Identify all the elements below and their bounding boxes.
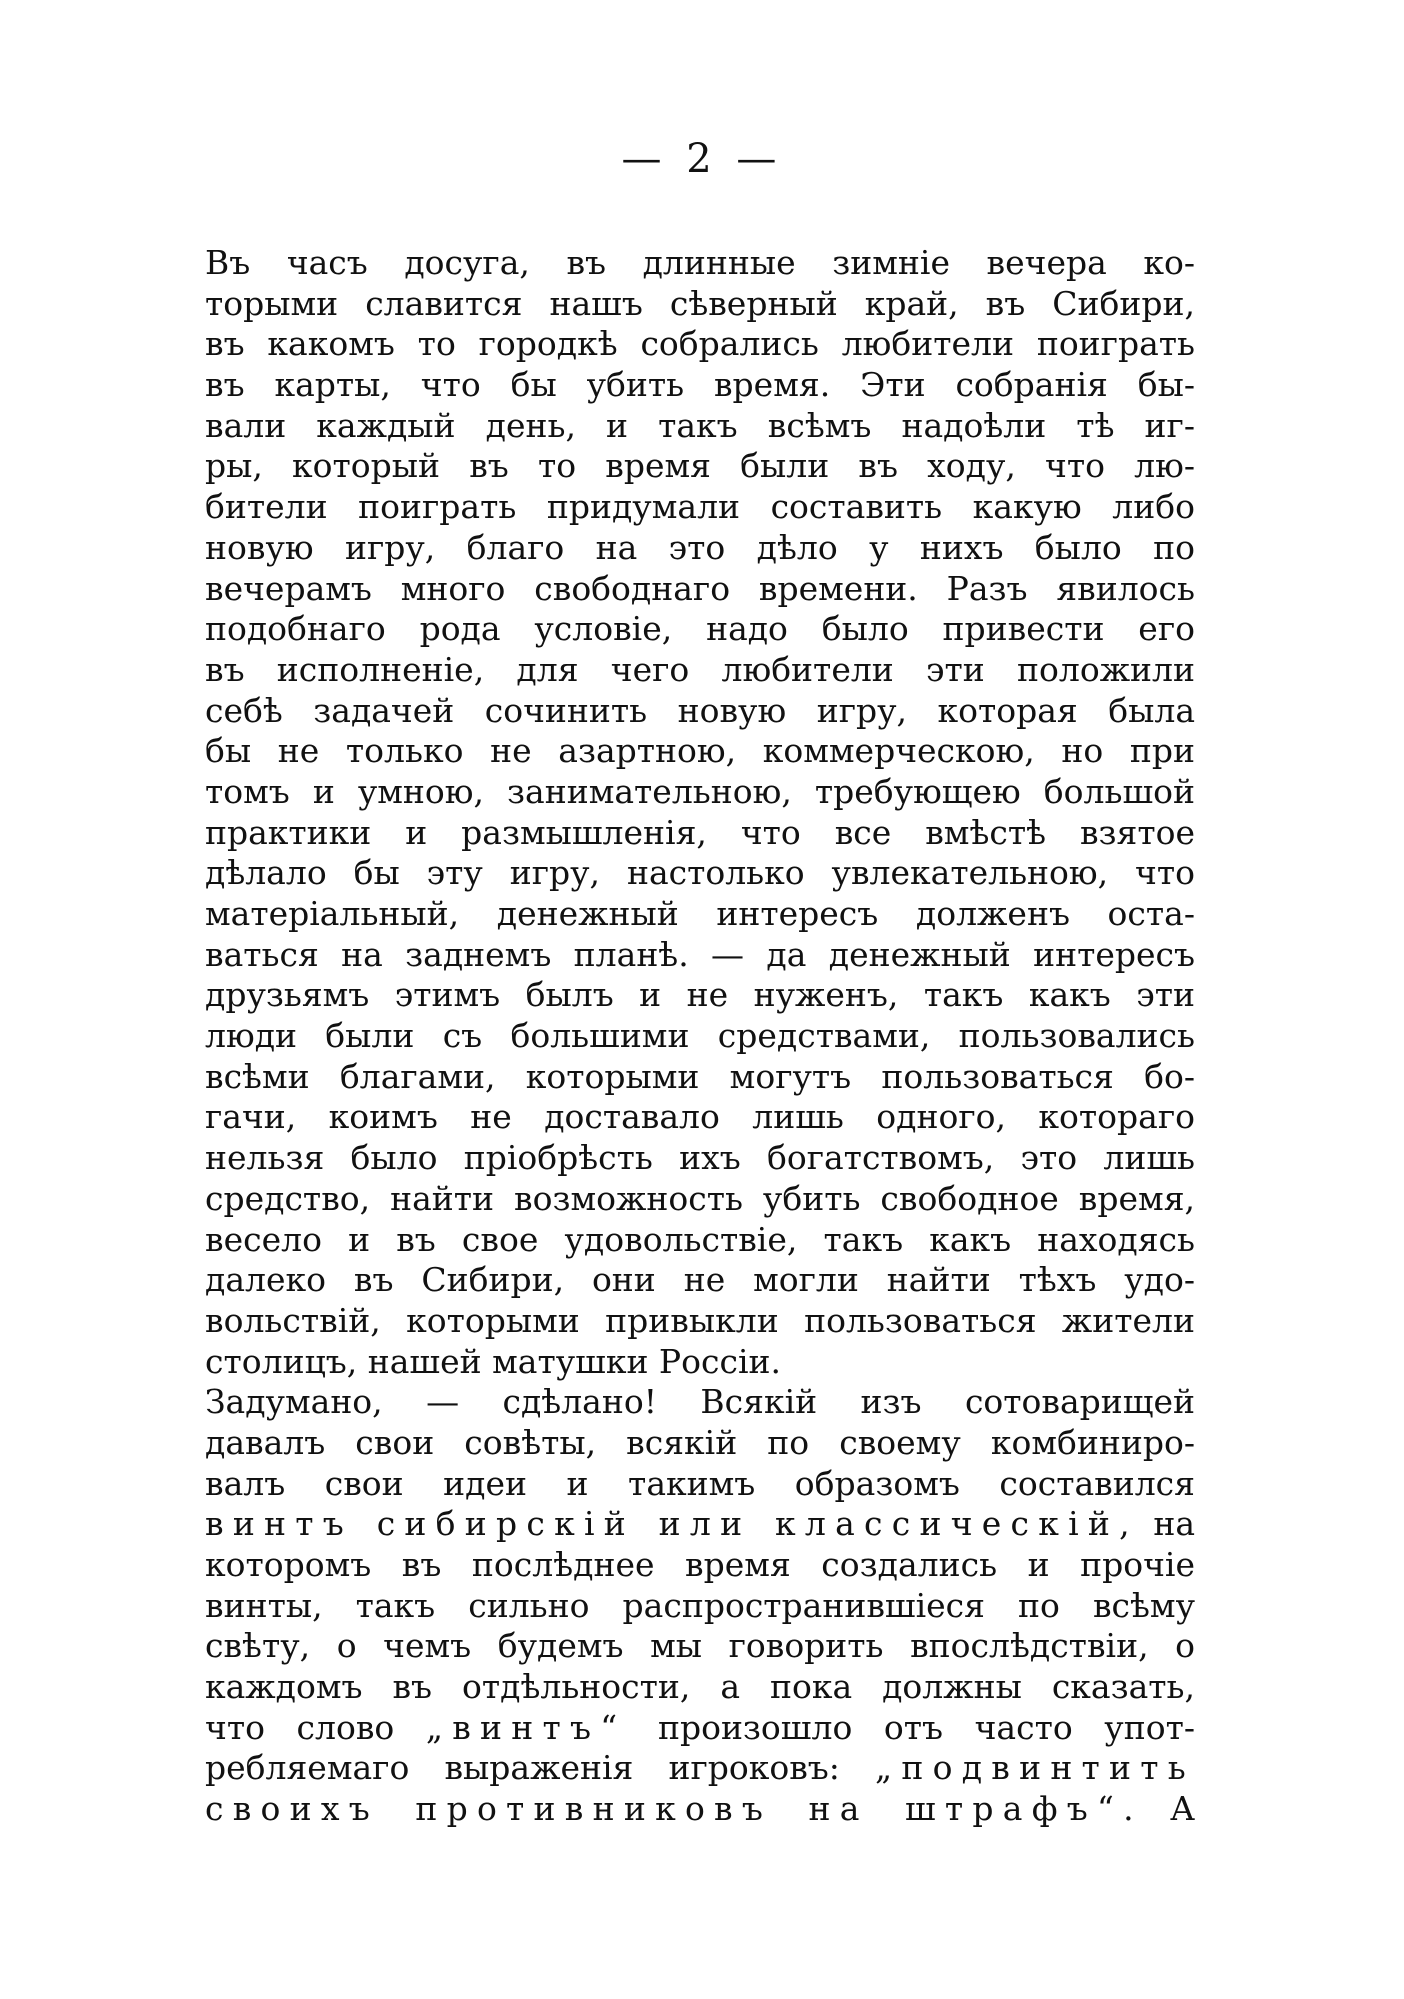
- text-fragment: А: [1142, 1789, 1195, 1829]
- text-line: средство, найти возможность убить свободное время,: [205, 1178, 1195, 1218]
- text-line: бы не только не азартною, коммерческою, но при: [205, 731, 1195, 771]
- text-line: вали каждый день, и такъ всѣмъ надоѣли тѣ иг-: [205, 405, 1195, 445]
- text-line: бители поиграть придумали составить какую либо: [205, 487, 1195, 527]
- text-line: подобнаго рода условіе, надо было привести его: [205, 609, 1195, 649]
- text-line: себѣ задачей сочинить новую игру, которая была: [205, 690, 1195, 730]
- text-line: каждомъ въ отдѣльности, а пока должны сказать,: [205, 1667, 1195, 1707]
- text-line: вечерамъ много свободнаго времени. Разъ явилось: [205, 568, 1195, 608]
- text-line: въ какомъ то городкѣ собрались любители поиграть: [205, 324, 1195, 364]
- emphasis-text: своихъ противниковъ на штрафъ“.: [205, 1789, 1143, 1829]
- text-line: вольствій, которыми привыкли пользоваться жители: [205, 1300, 1195, 1340]
- text-fragment: произошло отъ часто упот-: [626, 1707, 1195, 1747]
- text-line: [205, 1748, 1195, 1789]
- emphasis-text: „винтъ“: [425, 1707, 627, 1747]
- text-line: давалъ свои совѣты, всякій по своему комбиниро-: [205, 1422, 1195, 1462]
- text-line: нельзя было пріобрѣсть ихъ богатствомъ, это лишь: [205, 1138, 1195, 1178]
- text-line: столицъ, нашей матушки Россіи.: [205, 1341, 782, 1381]
- text-line: которомъ въ послѣднее время создались и прочіе: [205, 1545, 1195, 1584]
- text-line: торыми славится нашъ сѣверный край, въ Сибири,: [205, 283, 1195, 323]
- emphasis-text: „подвинтить: [875, 1748, 1195, 1788]
- text-line: Въ часъ досуга, въ длинные зимніе вечера ко-: [205, 243, 1195, 282]
- text-line: всѣми благами, которыми могутъ пользоваться бо-: [205, 1056, 1195, 1096]
- body-text: [205, 243, 1195, 1830]
- text-line: [205, 1789, 1195, 1830]
- text-line: друзьямъ этимъ былъ и не нуженъ, такъ какъ эти: [205, 975, 1195, 1015]
- text-line: ваться на заднемъ планѣ. — да денежный интересъ: [205, 934, 1195, 974]
- emphasis-text: винтъ сибирскій или классическій,: [205, 1504, 1139, 1544]
- text-line: свѣту, о чемъ будемъ мы говорить впослѣдствіи, о: [205, 1626, 1195, 1666]
- text-line: матеріальный, денежный интересъ долженъ оста-: [205, 894, 1195, 933]
- text-line: практики и размышленія, что все вмѣстѣ взятое: [205, 812, 1195, 852]
- text-line: ры, который въ то время были въ ходу, что лю-: [205, 446, 1195, 486]
- text-line: въ карты, что бы убить время. Эти собранія бы-: [205, 365, 1195, 405]
- text-line: весело и въ свое удовольствіе, такъ какъ находясь: [205, 1219, 1195, 1259]
- text-line: гачи, коимъ не доставало лишь одного, котораго: [205, 1097, 1195, 1137]
- text-line: дѣлало бы эту игру, настолько увлекательною, что: [205, 853, 1195, 893]
- text-fragment: на: [1138, 1504, 1195, 1544]
- text-line: далеко въ Сибири, они не могли найти тѣхъ удо-: [205, 1260, 1195, 1300]
- text-line: томъ и умною, занимательною, требующею большой: [205, 771, 1195, 811]
- page-number: — 2 —: [621, 136, 783, 182]
- text-fragment: что слово: [205, 1707, 426, 1747]
- text-line: Задумано, — сдѣлано! Всякій изъ сотоварищей: [205, 1382, 1195, 1422]
- text-fragment: ребляемаго выраженія игроковъ:: [205, 1748, 876, 1788]
- text-line: валъ свои идеи и такимъ образомъ составился: [205, 1463, 1195, 1503]
- text-line: въ исполненіе, для чего любители эти положили: [205, 649, 1195, 689]
- text-line: люди были съ большими средствами, пользовались: [205, 1016, 1195, 1056]
- text-line: винты, такъ сильно распространившіеся по всѣму: [205, 1585, 1195, 1625]
- text-line: новую игру, благо на это дѣло у нихъ было по: [205, 527, 1195, 567]
- text-line: [205, 1708, 1195, 1749]
- text-line: [205, 1504, 1195, 1545]
